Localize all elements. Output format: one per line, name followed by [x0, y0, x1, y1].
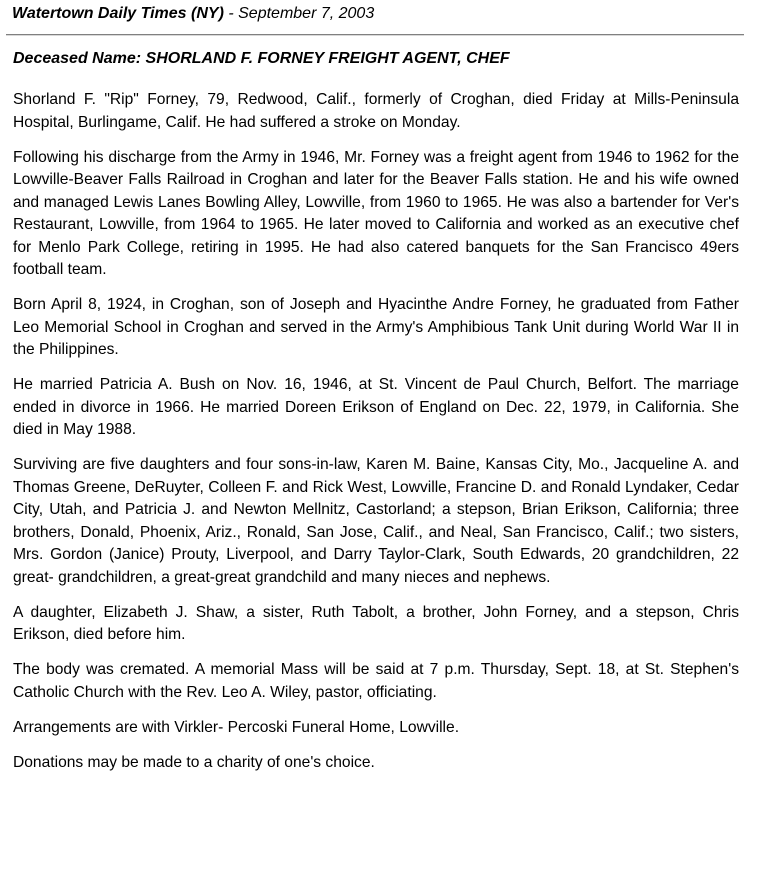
paragraph-death-notice: Shorland F. "Rip" Forney, 79, Redwood, Calif., formerly of Croghan, died Friday at Mills-Peninsula Hospital, Burlingame, Calif. He had suffered a stroke on Monday.: [13, 91, 739, 131]
header-separator: -: [223, 5, 239, 22]
header-divider: [6, 34, 744, 36]
paragraph-marriages: He married Patricia A. Bush on Nov. 16, 1946, at St. Vincent de Paul Church, Belfort. The marriage ended in divorce in 1966. He married Doreen Erikson of England on Dec. 22, 1979, in California. She died in May 1988.: [13, 376, 739, 438]
paragraph-birth-education: Born April 8, 1924, in Croghan, son of Joseph and Hyacinthe Andre Forney, he graduated from Father Leo Memorial School in Croghan and served in the Army's Amphibious Tank Unit during World War II in the Philippines.: [13, 296, 739, 358]
publication-date: September 7, 2003: [238, 5, 375, 22]
paragraph-predeceased: A daughter, Elizabeth J. Shaw, a sister, Ruth Tabolt, a brother, John Forney, and a stepson, Chris Erikson, died before him.: [13, 603, 739, 643]
paragraph-arrangements: Arrangements are with Virkler- Percoski Funeral Home, Lowville.: [13, 718, 460, 736]
paragraph-donations: Donations may be made to a charity of one's choice.: [13, 753, 375, 771]
paragraph-memorial-mass: The body was cremated. A memorial Mass will be said at 7 p.m. Thursday, Sept. 18, at St. Stephen's Catholic Church with the Rev. Leo A. Wiley, pastor, officiating.: [13, 661, 739, 701]
newspaper-header: [12, 4, 374, 24]
newspaper-name: Watertown Daily Times (NY): [12, 5, 224, 22]
obituary-body: [13, 89, 739, 787]
deceased-name-heading: Deceased Name: SHORLAND F. FORNEY FREIGHT AGENT, CHEF: [13, 50, 510, 67]
paragraph-career: Following his discharge from the Army in 1946, Mr. Forney was a freight agent from 1946 to 1962 for the Lowville-Beaver Falls Railroad in Croghan and later for the Beaver Falls station. He and his wife owned and managed Lewis Lanes Bowling Alley, Lowville, from 1960 to 1965. He was also a bartender for Ver's Restaurant, Lowville, from 1964 to 1965. He later moved to California and worked as an executive chef for Menlo Park College, retiring in 1995. He had also catered banquets for the San Francisco 49ers football team.: [13, 148, 739, 278]
paragraph-survivors: Surviving are five daughters and four sons-in-law, Karen M. Baine, Kansas City, Mo., Jacqueline A. and Thomas Greene, DeRuyter, Colleen F. and Rick West, Lowville, Francine D. and Ronald Lyndaker, Cedar City, Utah, and Patricia J. and Newton Mellnitz, Castorland; a stepson, Brian Erikson, California; three brothers, Donald, Phoenix, Ariz., Ronald, San Jose, Calif., and Neal, San Francisco, Calif.; two sisters, Mrs. Gordon (Janice) Prouty, Liverpool, and Darry Taylor-Clark, South Edwards, 20 grandchildren, 22 great- grandchildren, a great-great grandchild and many nieces and nephews.: [13, 456, 739, 586]
